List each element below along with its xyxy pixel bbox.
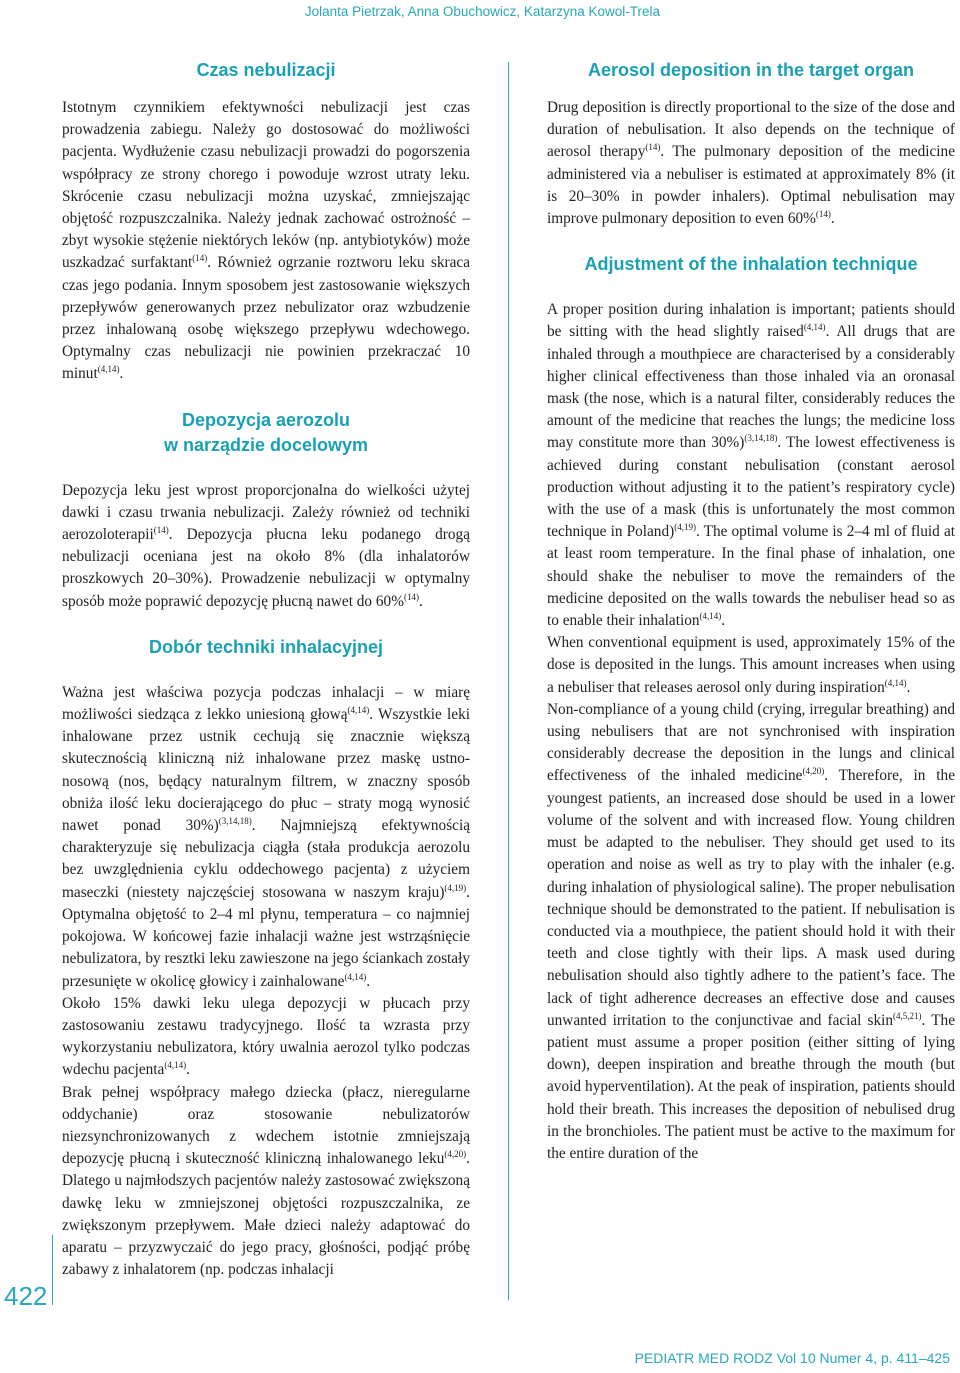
citation-superscript: (3,14,18) [218, 816, 252, 827]
column-divider [508, 62, 509, 1300]
citation-superscript: (14) [815, 209, 831, 220]
paragraph: Depozycja leku jest wprost proporcjonalna do wielkości użytej dawki i czasu trwania nebulizacji. Zależy również od techniki aerozoloterapii$^{(14)}$. Depozycja płucna leku podanego drogą nebulizacji oceniana jest na około 8% (dla inhalatorów proszkowych 20–30%). Prowadzenie nebulizacji w optymalny sposób może poprawić depozycję płucną nawet do 60%$^{(14)}$. [62, 481, 470, 610]
citation-superscript: (4,14) [803, 322, 826, 333]
footer-journal: PEDIATR MED RODZ Vol 10 Numer 4, p. 411–425 [634, 1350, 950, 1366]
left-column [62, 58, 470, 1281]
citation-superscript: (4,14) [884, 677, 907, 688]
paragraph: Ważna jest właściwa pozycja podczas inhalacji – w miarę możliwości siedząca z lekko uniesioną głową$^{(4,14)}$. Wszystkie leki inhalowane przez ustnik cechują się znacznie większą skutecznością kliniczną niż inhalowane przez maskę ustno-nosową (nos, będący naturalnym filtrem, w znaczny sposób obniża ilość leku docierającego do płuc – straty mogą wynosić nawet ponad 30%)$^{(3,14,18)}$. Najmniejszą efektywnością charakteryzuje się nebulizacja ciągła (stała produkcja aerozolu bez uwzględnienia cyklu oddechowego pacjenta) z użyciem maseczki (niestety najczęściej stosowana w naszym kraju)$^{(4,19)}$. Optymalna objętość to 2–4 ml płynu, temperatura – co najmniej pokojowa. W końcowej fazie inhalacji ważne jest wstrząśnięcie nebulizatora, by resztki leku zawieszone na jego ściankach zostały przesunięte w okolicę głowicy i zainhalowane$^{(4,14)}$. [62, 683, 470, 990]
paragraph: Około 15% dawki leku ulega depozycji w płucach przy zastosowaniu zestawu tradycyjnego. Ilość ta wzrasta przy wykorzystaniu nebulizatora, który uwalnia aerozol tylko podczas wdechu pacjenta$^{(4,14)}$. [62, 994, 470, 1079]
heading-line: Depozycja aerozolu [181, 409, 351, 430]
citation-superscript: (14) [153, 525, 169, 536]
running-head-authors: Jolanta Pietrzak, Anna Obuchowicz, Katarzyna Kowol-Trela [304, 4, 660, 19]
citation-superscript: (4,14) [347, 705, 370, 716]
citation-superscript: (4,5,21) [893, 1010, 922, 1021]
citation-superscript: (4,14) [344, 971, 367, 982]
heading-line: w narządzie docelowym [163, 434, 369, 455]
section-heading-adjustment-inhalation: Adjustment of the inhalation technique [584, 254, 918, 275]
citation-superscript: (14) [645, 142, 661, 153]
paragraph: Istotnym czynnikiem efektywności nebulizacji jest czas prowadzenia zabiegu. Należy go dostosować do możliwości pacjenta. Wydłużenie czasu nebulizacji prowadzi do pogorszenia współpracy ze strony chorego i powoduje wzrost utraty leku. Skrócenie czasu nebulizacji można uzyskać, zmniejszając objętość rozpuszczalnika. Należy jednak zachować ostrożność – zbyt wysokie stężenie niektórych leków (np. antybiotyków) może uszkadzać surfaktant$^{(14)}$. Również ogrzanie roztworu leku skraca czas jego podania. Innym sposobem jest zastosowanie większych przepływów generowanych przez nebulizator oraz wzbudzenie przez inhalowaną osobę większego przepływu wdechowego. Optymalny czas nebulizacji nie powinien przekraczać 10 minut$^{(4,14)}$. [62, 99, 470, 383]
paragraph: A proper position during inhalation is important; patients should be sitting with the head slightly raised$^{(4,14)}$. All drugs that are inhaled through a mouthpiece are characterised by a considerably higher clinical effectiveness than those inhaled via an oronasal mask (the nose, which is a natural filter, considerably reduces the amount of the medicine that reaches the lungs; the medicine loss may constitute more than 30%)$^{(3,14,18)}$. The lowest effectiveness is achieved during constant nebulisation (constant aerosol production without adjusting it to the patient’s respiratory cycle) with the use of a mask (this is unfortunately the most common technique in Poland)$^{(4,19)}$. The optimal volume is 2–4 ml of fluid at at least room temperature. In the final phase of inhalation, one should shake the nebuliser to move the remainders of the medicine deposited on the walls towards the nebuliser head so as to enable their inhalation$^{(4,14)}$. [547, 301, 955, 630]
citation-superscript: (14) [192, 253, 208, 264]
citation-superscript: (3,14,18) [744, 433, 778, 444]
page-number: 422 [4, 1281, 48, 1311]
section-heading-depozycja-aerozolu [62, 408, 470, 458]
citation-superscript: (4,20) [802, 766, 825, 777]
citation-superscript: (4,14) [97, 364, 120, 375]
section-heading-aerosol-deposition: Aerosol deposition in the target organ [587, 60, 915, 80]
page-number-rule [52, 1235, 53, 1305]
section-heading-dobor-techniki: Dobór techniki inhalacyjnej [148, 636, 384, 657]
citation-superscript: (4,19) [674, 522, 696, 533]
citation-superscript: (14) [403, 591, 419, 602]
paragraph: Non-compliance of a young child (crying, irregular breathing) and using nebulisers that are not synchronised with inspiration considerably decrease the deposition in the lungs and clinical effectiveness of the inhaled medicine$^{(4,20)}$. Therefore, in the youngest patients, an increased dose should be used in a lower volume of the solvent and with increased flow. Young children must be adapted to the nebuliser. They should get used to its operation and noise as well as try to play with the inhaler (e.g. during inhalation of physiological saline). The proper nebulisation technique should be demonstrated to the patient. If nebulisation is conducted via a mouthpiece, the patient should hold it with their teeth and close tightly with their lips. A mask used during nebulisation should also tightly adhere to the patient’s face. The lack of tight adherence decreases an effective dose and causes unwanted irritation to the conjunctivae and facial skin$^{(4,5,21)}$. The patient must assume a proper position (either sitting of lying down), deepen inspiration and breathe through the mouth (but avoid hyperventilation). At the peak of inspiration, patients should hold their breath. This increases the deposition of nebulised drug in the bronchioles. The patient must be active to the maximum for the entire duration of the [547, 700, 955, 1162]
paragraph: Brak pełnej współpracy małego dziecka (płacz, nieregularne oddychanie) oraz stosowanie nebulizatorów niezsynchronizowanych z wdechem istotnie zmniejszają depozycję płucną i skuteczność kliniczną inhalowanego leku$^{(4,20)}$. Dlatego u najmłodszych pacjentów należy zastosować zwiększoną dawkę leku w zmniejszonej objętości rozpuszczalnika, ze zwiększonym przepływem. Małe dzieci należy adaptować do aparatu – przyzwyczaić do jego pracy, głośności, podjąć próbę zabawy z inhalatorem (np. podczas inhalacji [62, 1083, 470, 1279]
citation-superscript: (4,14) [164, 1060, 187, 1071]
paragraph: Drug deposition is directly proportional to the size of the dose and duration of nebulisation. It also depends on the technique of aerosol therapy$^{(14)}$. The pulmonary deposition of the medicine administered via a nebuliser is estimated at approximately 8% (it is 20–30% in powder inhalers). Optimal nebulisation may improve pulmonary deposition to even 60%$^{(14)}$. [547, 99, 955, 228]
citation-superscript: (4,14) [699, 611, 722, 622]
section-heading-czas-nebulizacji: Czas nebulizacji [196, 60, 336, 80]
citation-superscript: (4,20) [444, 1149, 467, 1160]
right-column [547, 58, 955, 1165]
citation-superscript: (4,19) [444, 882, 467, 893]
paragraph: When conventional equipment is used, approximately 15% of the dose is deposited in the lungs. This amount increases when using a nebuliser that releases aerosol only during inspiration$^{(4,14)}$. [547, 634, 955, 696]
